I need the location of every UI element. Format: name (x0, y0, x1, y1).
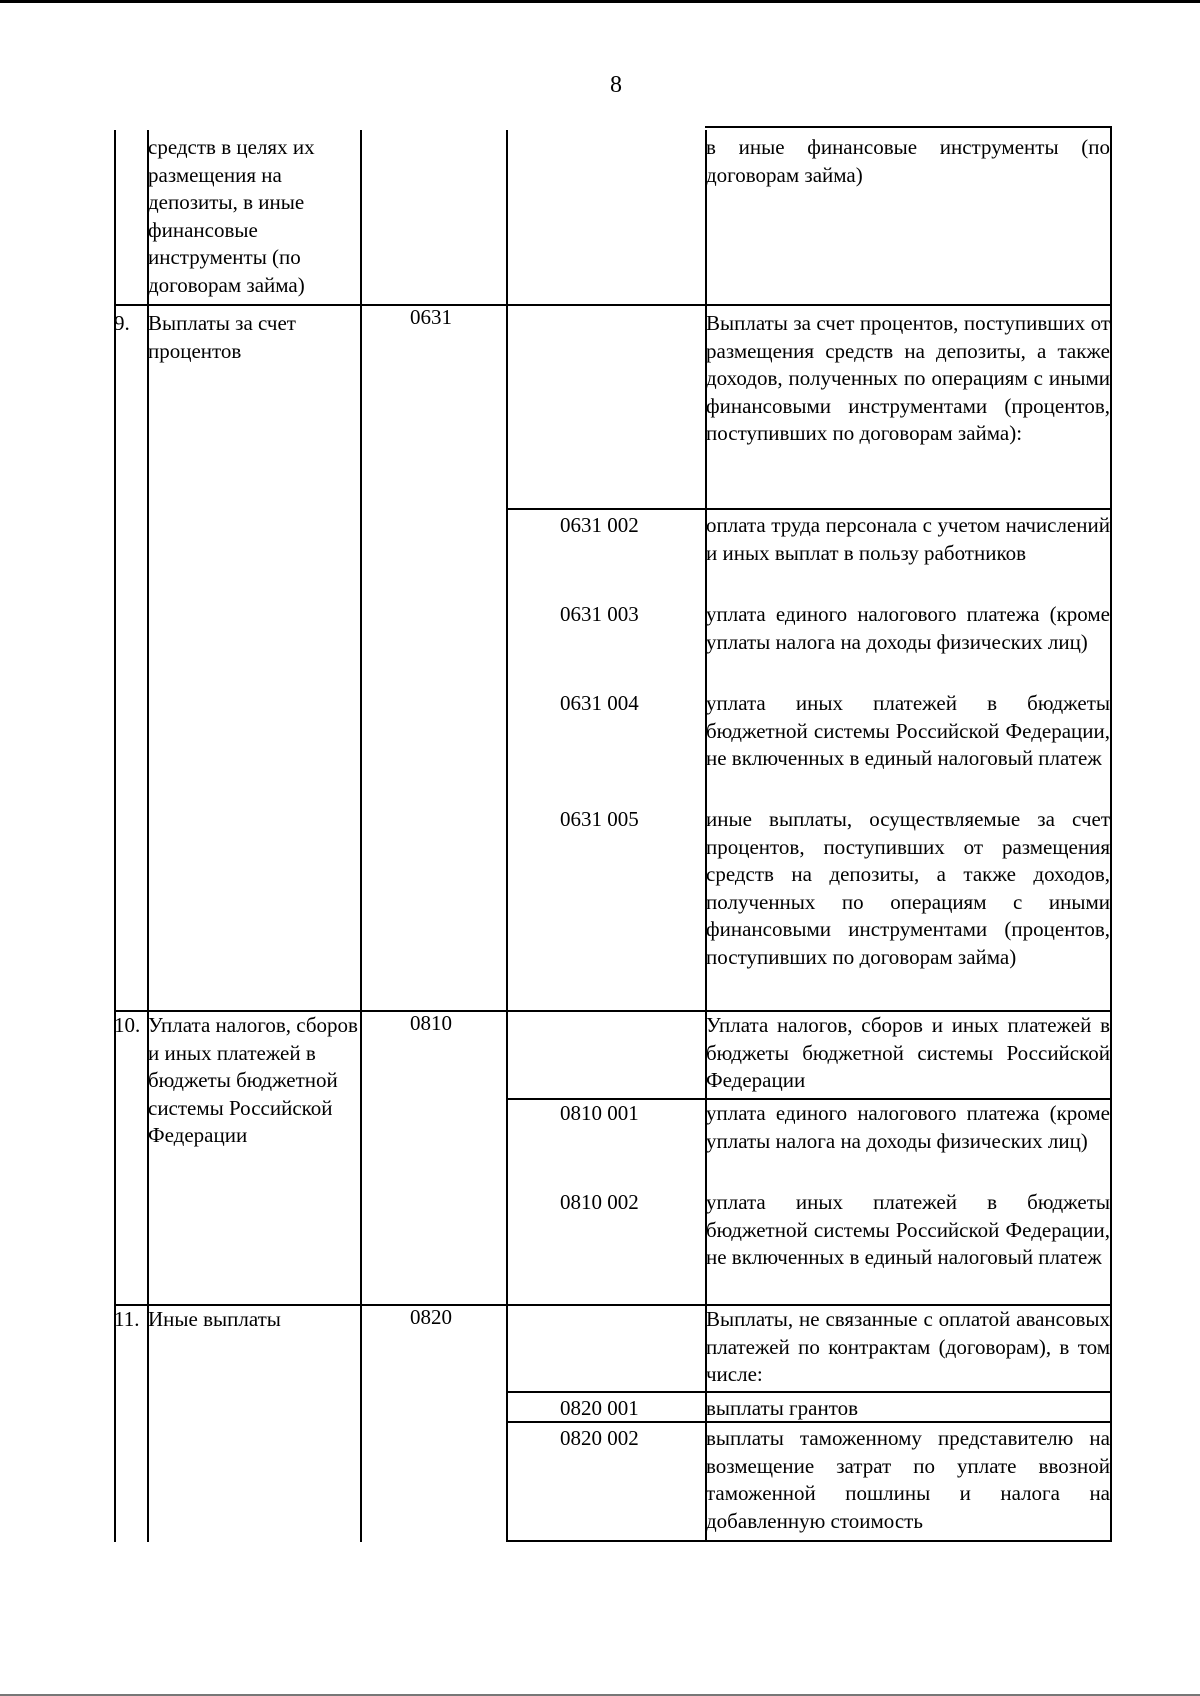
row-9-subitem-code: 0631 004 (560, 691, 639, 715)
table-line-code (506, 130, 508, 1542)
row-10-subitem-text: уплата иных платежей в бюджеты бюджетной системы Российской Федерации, не включенных в единый налоговый платеж (706, 1190, 1110, 1270)
table-line-name (360, 130, 362, 1542)
row-10-name: Уплата налогов, сборов и иных платежей в бюджеты бюджетной системы Российской Федерации (148, 1013, 358, 1148)
row-10-subitem-code: 0810 002 (560, 1190, 639, 1214)
subitems-separator-9 (506, 508, 1112, 510)
row-cont-name: средств в целях их размещения на депозиты, в иные финансовые инструменты (по договорам займа) (148, 135, 315, 297)
table-line-top (705, 126, 1112, 128)
row-11-subitem-text: выплаты таможенному представителю на возмещение затрат по уплате ввозной таможенной пошлины и налога на добавленную стоимость (706, 1426, 1110, 1533)
row-11-number: 11. (114, 1307, 140, 1331)
row-9-code: 0631 (410, 305, 452, 329)
row-9-subitem-text: иные выплаты, осуществляемые за счет процентов, поступивших от размещения средств на депозиты, а также доходов, полученных по операциям с иными финансовыми инструментами (процентов, поступивших по договорам займа) (706, 807, 1110, 969)
page-number: 8 (610, 72, 622, 98)
row-9-description: Выплаты за счет процентов, поступивших от размещения средств на депозиты, а также доходов, полученных по операциям с иными финансовыми инструментами (процентов, поступивших по договорам займа): (706, 311, 1110, 446)
row-9-subitem-code: 0631 002 (560, 513, 639, 537)
row-11-subitem-code: 0820 002 (560, 1426, 639, 1450)
row-11-subitem-code: 0820 001 (560, 1396, 639, 1420)
row-9-number: 9. (114, 311, 130, 335)
row-11-description: Выплаты, не связанные с оплатой авансовых платежей по контрактам (договорам), в том числе: (706, 1307, 1110, 1387)
row-10-subitem-code: 0810 001 (560, 1101, 639, 1125)
row-separator-9 (114, 304, 1112, 306)
row-9-subitem-text: уплата иных платежей в бюджеты бюджетной системы Российской Федерации, не включенных в единый налоговый платеж (706, 691, 1110, 771)
row-10-code: 0810 (410, 1011, 452, 1035)
table-line-bottom (506, 1540, 1112, 1542)
row-9-name: Выплаты за счет процентов (148, 311, 296, 363)
scan-edge-top (0, 0, 1200, 3)
row-11-name: Иные выплаты (148, 1307, 281, 1331)
row-11-code: 0820 (410, 1305, 452, 1329)
row-10-subitem-text: уплата единого налогового платежа (кроме уплаты налога на доходы физических лиц) (706, 1101, 1110, 1153)
row-10-number: 10. (114, 1013, 141, 1037)
subitems-separator-11 (506, 1391, 1112, 1393)
row-9-subitem-text: уплата единого налогового платежа (кроме уплаты налога на доходы физических лиц) (706, 602, 1110, 654)
row-9-subitem-code: 0631 003 (560, 602, 639, 626)
row-9-subitem-text: оплата труда персонала с учетом начислений и иных выплат в пользу работников (706, 513, 1110, 565)
table-line-right (1110, 126, 1112, 1542)
row-10-description: Уплата налогов, сборов и иных платежей в бюджеты бюджетной системы Российской Федерации (706, 1013, 1110, 1093)
row-9-subitem-code: 0631 005 (560, 807, 639, 831)
row-cont-description: в иные финансовые инструменты (по договорам займа) (706, 135, 1110, 187)
row-11-subitem-text: выплаты грантов (706, 1396, 859, 1420)
